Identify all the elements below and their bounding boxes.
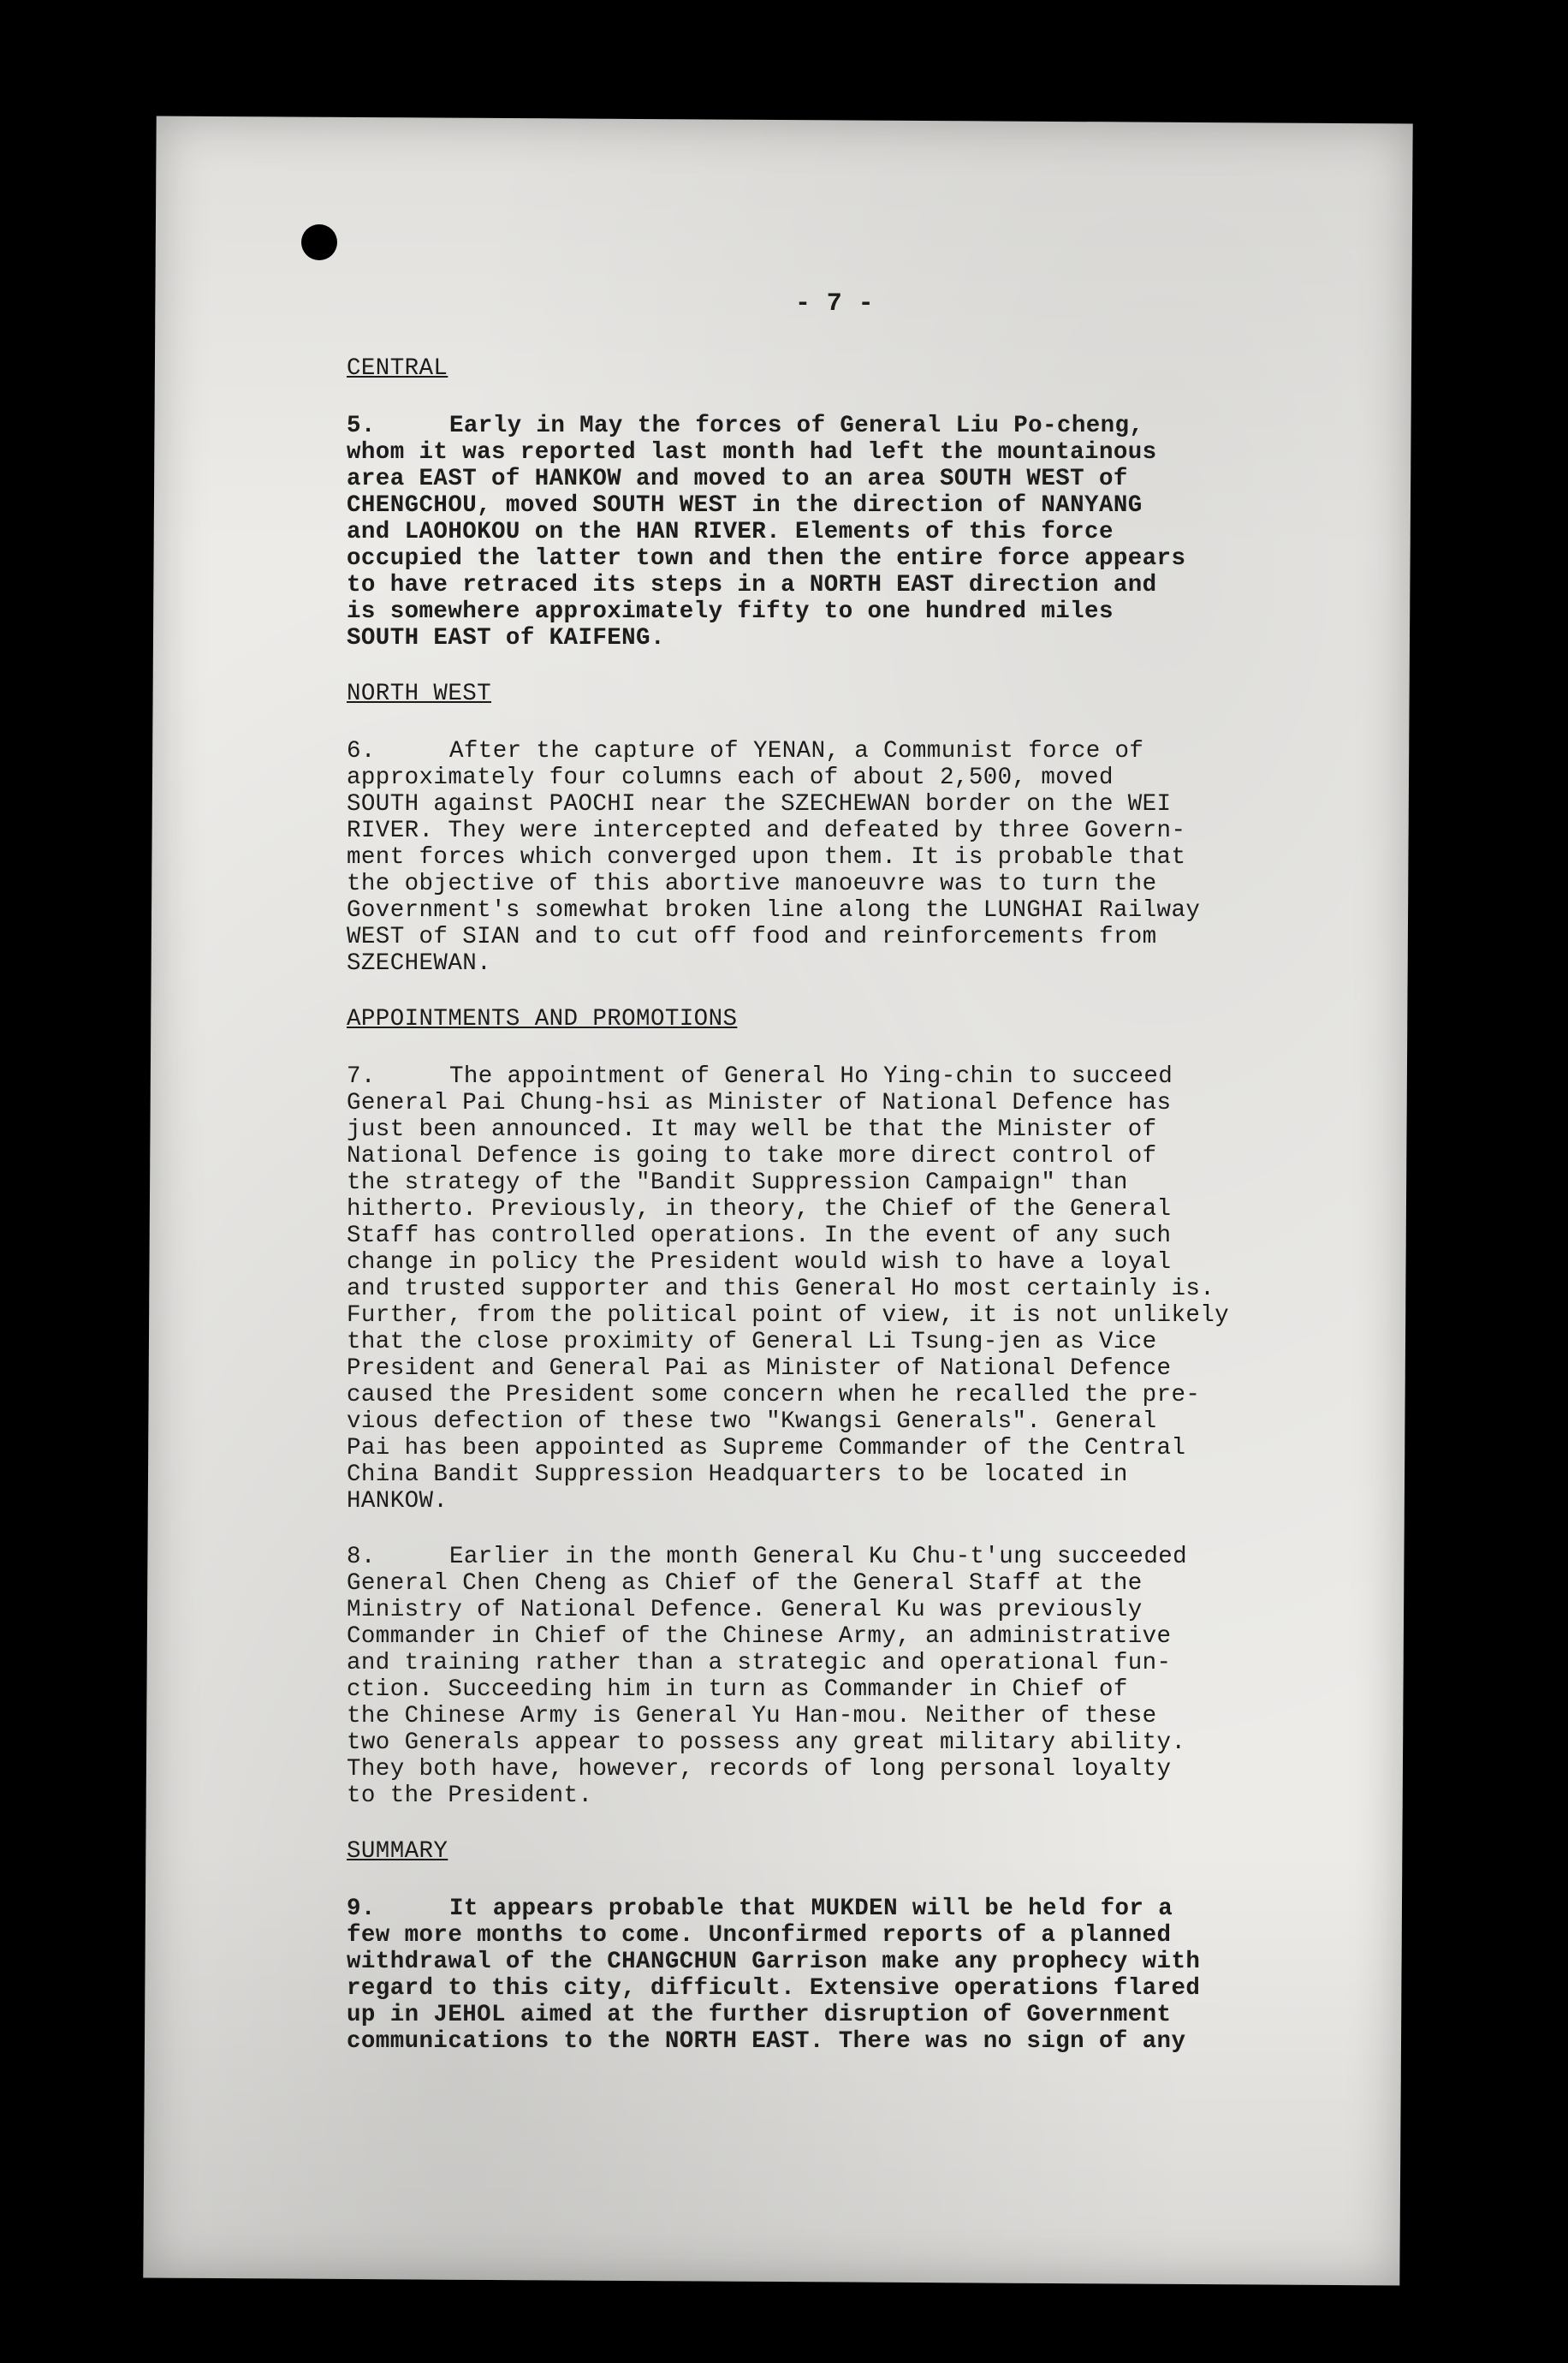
paragraph-number: 5. — [347, 413, 376, 439]
paragraph-text: Early in May the forces of General Liu Po-cheng, whom it was reported last month had left the mountainous area EAST of HANKOW and moved to an area SOUTH WEST of CHENGCHOU, moved SOUTH WEST in the direction of NANYANG and LAOHOKOU on the HAN RIVER. Elements of this force occupied the latter town and then the entire force appears to have retraced its steps in a NORTH EAST direction and is somewhere approximately fifty to one hundred miles SOUTH EAST of KAIFENG. — [347, 413, 1186, 652]
paragraph-text: Earlier in the month General Ku Chu-t'ung succeeded General Chen Cheng as Chief of the General Staff at the Ministry of National Defence. General Ku was previously Commander in Chief of the Chinese Army, an administrative and training rather than a strategic and operational fun- ction. Succeeding him in turn as Commander in Chief of the Chinese Army is General Yu Han-mou. Neither of these two Generals appear to possess any great military ability. They both have, however, records of long personal loyalty to the President. — [347, 1544, 1188, 1809]
heading-north-west: NORTH WEST — [347, 681, 492, 707]
paragraph-number: 8. — [347, 1544, 376, 1570]
paragraph-8 — [347, 1544, 1357, 1809]
paragraph-text: The appointment of General Ho Ying-chin to succeed General Pai Chung-hsi as Minister of National Defence has just been announced. It may well be that the Minister of National Defence is going to take more direct control of the strategy of the "Bandit Suppression Campaign" than hitherto. Previously, in theory, the Chief of the General Staff has controlled operations. In the event of any such change in policy the President would wish to have a loyal and trusted supporter and this General Ho most certainly is. Further, from the political point of view, it is not unlikely that the close proximity of General Li Tsung-jen as Vice President and General Pai as Minister of National Defence caused the President some concern when he recalled the pre- vious defection of these two "Kwangsi Generals". General Pai has been appointed as Supreme Commander of the Central China Bandit Suppression Headquarters to be located in HANKOW. — [347, 1063, 1230, 1515]
paragraph-text: It appears probable that MUKDEN will be held for a few more months to come. Unconfirmed reports of a planned withdrawal of the CHANGCHUN Garrison make any prophecy with regard to this city, difficult. Extensive operations flared up in JEHOL aimed at the further disruption of Government communications to the NORTH EAST. There was no sign of any — [347, 1896, 1201, 2055]
punch-hole — [301, 224, 337, 260]
paragraph-9 — [347, 1896, 1357, 2055]
paragraph-number: 9. — [347, 1896, 376, 1922]
heading-summary: SUMMARY — [347, 1838, 448, 1865]
paragraph-number: 6. — [347, 738, 376, 765]
typed-text-body — [347, 291, 1357, 2084]
page-number: - 7 - — [794, 289, 874, 318]
heading-central: CENTRAL — [347, 355, 448, 382]
paragraph-5 — [347, 413, 1357, 652]
paragraph-6 — [347, 738, 1357, 977]
paragraph-number: 7. — [347, 1063, 376, 1090]
paragraph-7 — [347, 1063, 1357, 1515]
heading-appointments: APPOINTMENTS AND PROMOTIONS — [347, 1006, 738, 1033]
paragraph-text: After the capture of YENAN, a Communist force of approximately four columns each of about 2,500, moved SOUTH against PAOCHI near the SZECHEWAN border on the WEI RIVER. They were intercepted and defeated by three Govern- ment forces which converged upon them. It is probable that the objective of this abortive manoeuvre was to turn the Government's somewhat broken line along the LUNGHAI Railway WEST of SIAN and to cut off food and reinforcements from SZECHEWAN. — [347, 738, 1201, 977]
